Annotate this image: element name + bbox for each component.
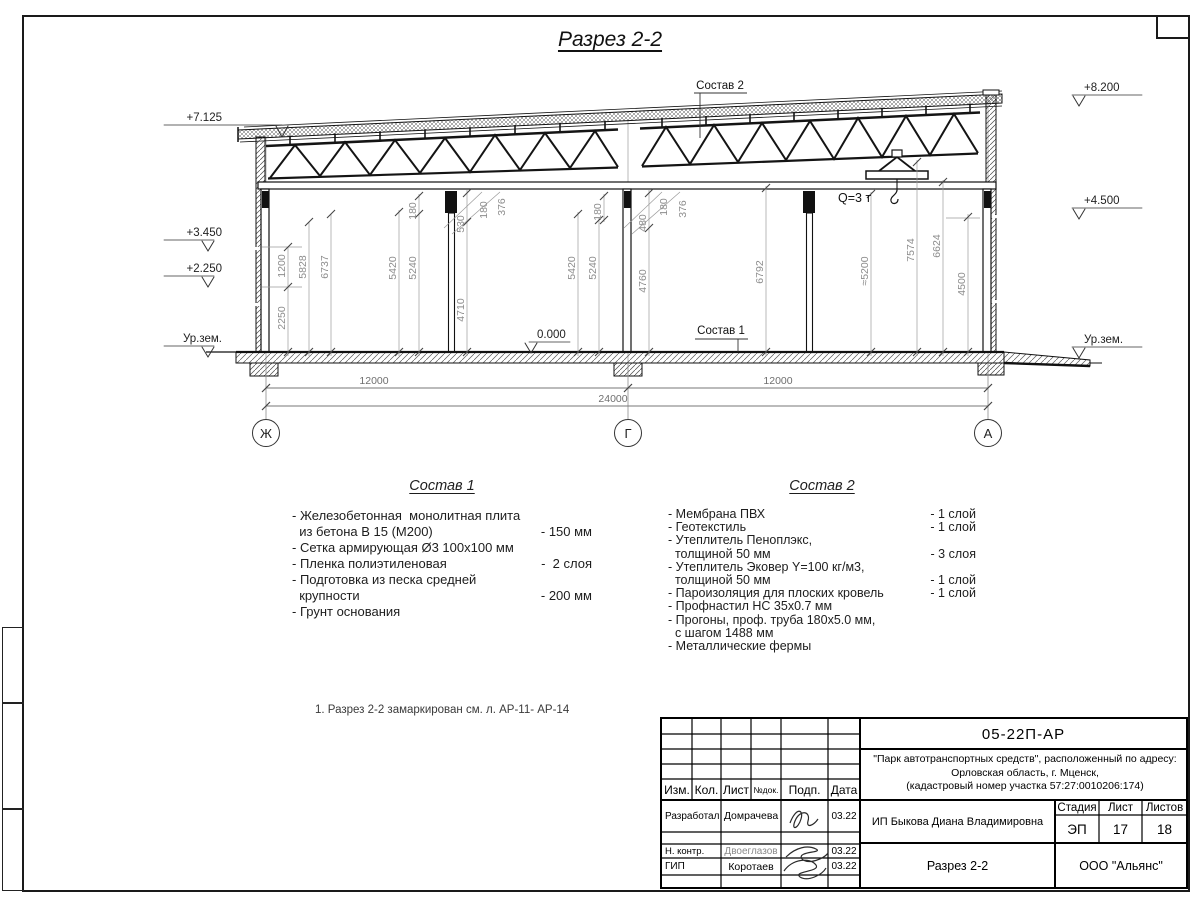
- elevation-label: +8.200: [1084, 82, 1120, 94]
- dim-label: 180: [407, 202, 419, 220]
- ref-label: Состав 2: [696, 80, 744, 92]
- tb-header-ndok: №док.: [753, 784, 779, 795]
- composition-2-title: Состав 2: [789, 478, 855, 494]
- tb-project-line: (кадастровый номер участка 57:27:0010206:174): [906, 780, 1144, 792]
- dim-label: 530: [455, 215, 467, 233]
- list-item: крупности - 200 мм: [292, 588, 592, 603]
- tb-stage-label: Стадия: [1057, 801, 1097, 814]
- floor-slab: [206, 352, 1102, 376]
- dim-label: 6737: [319, 255, 331, 279]
- tb-project-line: "Парк автотранспортных средств", расположенный по адресу:: [873, 753, 1177, 765]
- list-item: из бетона В 15 (М200) - 150 мм: [292, 524, 592, 539]
- tb-name: Домрачева: [723, 810, 779, 822]
- tb-sheets-label: Листов: [1145, 801, 1184, 814]
- composition-2-list: [668, 478, 976, 653]
- tb-sheet-label: Лист: [1108, 801, 1133, 814]
- tb-header-list: Лист: [722, 782, 750, 797]
- tb-header-podp: Подп.: [788, 782, 821, 797]
- tb-sheets-value: 18: [1156, 821, 1173, 837]
- signatures: [784, 811, 828, 878]
- elevation-label: Ур.зем.: [1084, 334, 1124, 346]
- composition-1-list: [292, 478, 592, 620]
- signature-mark: [784, 847, 828, 879]
- tb-role: ГИП: [665, 861, 685, 872]
- tb-name: Двоеглазов: [724, 845, 778, 857]
- list-item: - Мембрана ПВХ - 1 слой: [668, 507, 976, 521]
- dim-label: 5240: [587, 256, 599, 280]
- dim-label: 6792: [754, 260, 766, 284]
- list-item: - Прогоны, проф. труба 180х5.0 мм,: [668, 612, 876, 627]
- dim-label: 5420: [566, 256, 578, 280]
- list-item: - Металлические фермы: [668, 639, 812, 654]
- dim-label: 5240: [407, 256, 419, 280]
- tb-header-izm: Изм.: [664, 782, 690, 797]
- dim-label: 6624: [931, 234, 943, 258]
- dim-label: 4710: [455, 298, 467, 322]
- sheet-note: 1. Разрез 2-2 замаркирован см. л. АР-11- АР-14: [315, 704, 570, 716]
- axis-label: А: [983, 426, 993, 441]
- elevation-label: +3.450: [186, 227, 222, 239]
- tb-role: Н. контр.: [665, 845, 705, 857]
- tb-date: 03.22: [831, 861, 857, 872]
- elevation-label: Ур.зем.: [182, 333, 222, 345]
- list-item: - Утеплитель Эковер Y=100 кг/м3,: [668, 559, 865, 574]
- columns: [258, 182, 996, 352]
- tb-doc-number: 05-22П-АР: [981, 725, 1066, 743]
- list-item: - Железобетонная монолитная плита: [292, 508, 521, 523]
- dim-label: 180: [478, 201, 490, 219]
- dim-label: ≈5200: [859, 256, 871, 286]
- horizontal-dimensions: [262, 375, 992, 410]
- list-item: - Утеплитель Пеноплэкс,: [668, 533, 813, 548]
- tb-company: ООО "Альянс": [1079, 858, 1163, 873]
- list-item: толщиной 50 мм - 3 слоя: [668, 546, 976, 561]
- dim-label: 5828: [297, 255, 309, 279]
- dim-label: 2250: [276, 306, 288, 330]
- dim-label: 180: [592, 203, 604, 221]
- tb-role: Разработал: [665, 810, 720, 822]
- tb-project-line: Орловская область, г. Мценск,: [951, 766, 1099, 779]
- page-title: Разрез 2-2: [557, 28, 663, 51]
- tb-header-kol: Кол.: [694, 782, 719, 797]
- title-block: [660, 717, 1188, 889]
- composition-1-title: Состав 1: [409, 478, 475, 494]
- list-item: - Сетка армирующая Ø3 100х100 мм: [292, 540, 514, 555]
- dim-label: 12000: [763, 375, 793, 387]
- elevation-label: +7.125: [186, 112, 222, 124]
- list-item: - Пленка полиэтиленовая - 2 слоя: [292, 556, 592, 571]
- elevation-label: 0.000: [537, 329, 566, 341]
- list-item: толщиной 50 мм - 1 слой: [668, 573, 976, 588]
- list-item: - Пароизоляция для плоских кровель - 1 слой: [668, 586, 976, 601]
- tb-stage-value: ЭП: [1067, 821, 1087, 837]
- axis-bubbles: [253, 420, 1002, 447]
- dim-label: 4760: [637, 269, 649, 293]
- axis-label: Г: [624, 426, 632, 441]
- signature-mark: [790, 811, 818, 827]
- tb-sheet-title: Разрез 2-2: [926, 858, 989, 873]
- list-item: - Геотекстиль - 1 слой: [668, 520, 976, 535]
- dim-label: 480: [637, 214, 649, 232]
- list-item: с шагом 1488 мм: [668, 625, 774, 640]
- dim-label: 376: [677, 200, 689, 218]
- tb-client: ИП Быкова Диана Владимировна: [871, 815, 1044, 828]
- list-item: - Профнастил НС 35х0.7 мм: [668, 599, 833, 614]
- tb-sheet-value: 17: [1112, 821, 1129, 837]
- dim-label: 7574: [905, 238, 917, 262]
- dim-label: 4500: [956, 272, 968, 296]
- list-item: - Грунт основания: [292, 604, 401, 619]
- dim-label: 376: [496, 198, 508, 216]
- tb-name: Коротаев: [728, 860, 774, 873]
- dim-label: 12000: [359, 375, 389, 387]
- dim-label: 24000: [598, 393, 628, 405]
- tb-date: 03.22: [831, 845, 857, 857]
- dim-label: 5420: [387, 256, 399, 280]
- tb-project: [864, 753, 1186, 794]
- axis-label: Ж: [259, 426, 273, 441]
- tb-header-data: Дата: [830, 782, 858, 797]
- ref-label: Состав 1: [697, 325, 745, 337]
- tb-date: 03.22: [831, 810, 857, 822]
- elevation-label: +2.250: [186, 263, 222, 275]
- dim-label: 180: [658, 198, 670, 216]
- dim-label: 1200: [276, 254, 288, 278]
- crane-capacity-label: Q=3 т: [838, 191, 872, 205]
- vertical-dimensions: [276, 198, 968, 330]
- list-item: - Подготовка из песка средней: [292, 572, 477, 587]
- elevation-label: +4.500: [1084, 195, 1120, 207]
